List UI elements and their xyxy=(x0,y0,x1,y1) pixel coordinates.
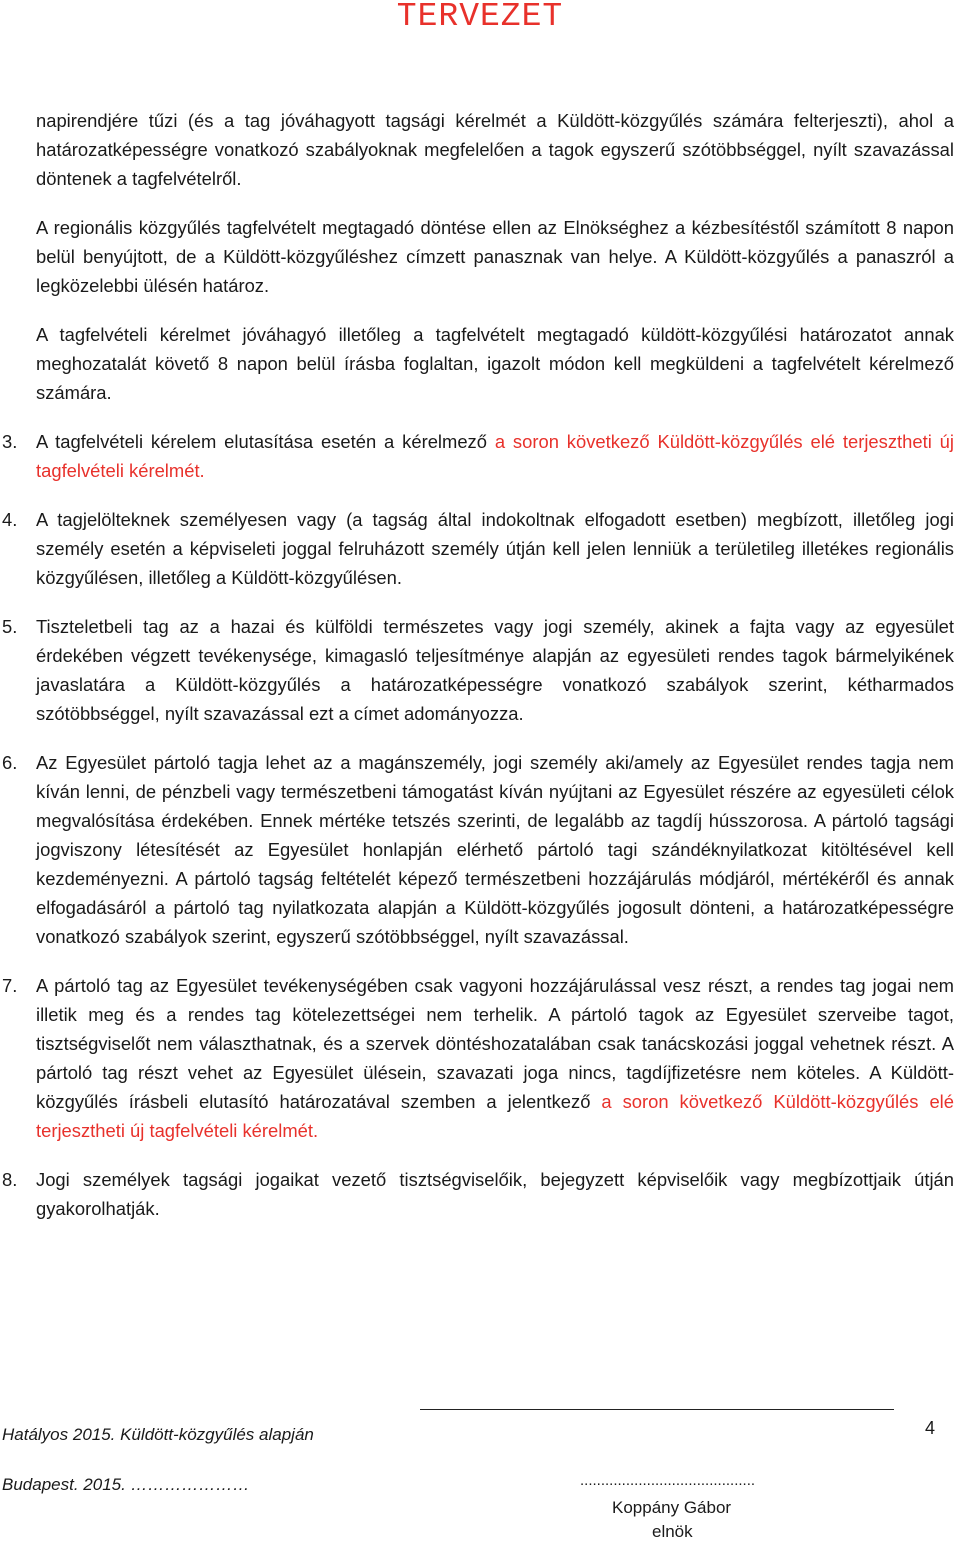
signatory-title: elnök xyxy=(652,1522,693,1541)
highlighted-text: a soron következő Küldött-közgyűlés elé terjesztheti új tagfelvételi kérelmét. xyxy=(36,431,954,481)
list-number: 6. xyxy=(2,752,18,773)
list-number: 5. xyxy=(2,616,18,637)
signature-date: Budapest. 2015. ………………… xyxy=(2,1475,250,1494)
footer-divider xyxy=(420,1409,894,1410)
paragraph-resolution: A tagfelvételi kérelmet jóváhagyó illetőleg a tagfelvételt megtagadó küldött-közgyűlési határozatot annak meghozatalát követő 8 napon belül írásba foglaltan, igazolt módon kell megküldeni a tagfelvételt kérelmező számára. xyxy=(36,324,954,403)
list-item-text: Az Egyesület pártoló tagja lehet az a magánszemély, jogi személy aki/amely az Egyesület rendes tagja nem kíván lenni, de pénzbeli vagy természetbeni támogatást kíván nyújtani az Egyesület részére az egyesületi célok megvalósítása érdekében. Ennek mértéke tetszés szerinti, de legalább az tagdíj hússzorosa. A pártoló tagsági jogviszony létesítését az Egyesület honlapján elérhető pártoló tagi szándéknyilatkozat kitöltésével kell kezdeményezni. A pártoló tagság feltételét képező természetbeni hozzájárulás módjáról, mértékéről és annak elfogadásáról a pártoló tag nyilatkozata alapján a Küldött-közgyűlés jogosult dönteni, a határozatképességre vonatkozó szabályok szerint, egyszerű szótöbbséggel, nyílt szavazással. xyxy=(36,752,954,947)
paragraph-appeal: A regionális közgyűlés tagfelvételt megtagadó döntése ellen az Elnökséghez a kézbesítéstől számított 8 napon belül benyújtott, de a Küldött-közgyűléshez címzett panasznak van helye. A Küldött-közgyűlés a panaszról a legközelebbi ülésén határoz. xyxy=(36,217,954,296)
list-item-4 xyxy=(2,505,954,592)
list-item-text: Jogi személyek tagsági jogaikat vezető tisztségviselőik, bejegyzett képviselőik vagy megbízottjaik útján gyakorolhatják. xyxy=(36,1169,954,1219)
list-item-body: A tagfelvételi kérelem elutasítása esetén a kérelmező xyxy=(36,431,495,452)
signatory-name: Koppány Gábor xyxy=(612,1498,732,1517)
list-item-7 xyxy=(2,971,954,1145)
list-item-3 xyxy=(2,427,954,485)
list-number: 4. xyxy=(2,509,18,530)
list-item-5 xyxy=(2,612,954,728)
signature-line: .......................................... xyxy=(580,1472,756,1489)
page-number: 4 xyxy=(925,1418,936,1438)
list-item-text: A tagjelölteknek személyesen vagy (a tagság által indokoltnak elfogadott esetben) megbízott, illetőleg jogi személy esetén a képviseleti joggal felruházott személy útján kell jelen lenniük a területileg illetékes regionális közgyűlésen, illetőleg a Küldött-közgyűlésen. xyxy=(36,509,954,588)
list-item-text: Tiszteletbeli tag az a hazai és külföldi természetes vagy jogi személy, akinek a fajta vagy az egyesület érdekében végzett tevékenysége, kimagasló teljesítménye alapján az egyesületi rendes tagok bármelyikének javaslatára a Küldött-közgyűlés a határozatképességre vonatkozó szabályok szerint, kétharmados szótöbbséggel, nyílt szavazással ezt a címet adományozza. xyxy=(36,616,954,724)
list-number: 7. xyxy=(2,975,18,996)
list-item-text xyxy=(36,427,954,485)
list-item-6 xyxy=(2,748,954,951)
list-item-body: A pártoló tag az Egyesület tevékenységében csak vagyoni hozzájárulással vesz részt, a rendes tag jogai nem illetik meg és a rendes tag kötelezettségei nem terhelik. A pártoló tagok az Egyesület szerveibe tagot, tisztségviselőt nem választhatnak, és a szervek döntéshozatalában csak tanácskozási joggal vehetnek részt. A pártoló tag részt vehet az Egyesület ülésein, szavazati joga nincs, tagdíjfizetésre nem köteles. A Küldött-közgyűlés írásbeli elutasító határozatával szemben a jelentkező xyxy=(36,975,954,1112)
footer-effective-note: Hatályos 2015. Küldött-közgyűlés alapján xyxy=(2,1425,314,1444)
draft-watermark: TERVEZET xyxy=(396,0,564,35)
list-number: 8. xyxy=(2,1169,18,1190)
list-item-8 xyxy=(2,1165,954,1223)
highlighted-text: a soron következő Küldött-közgyűlés elé terjesztheti új tagfelvételi kérelmét. xyxy=(36,1091,954,1141)
paragraph-continuation: napirendjére tűzi (és a tag jóváhagyott tagsági kérelmét a Küldött-közgyűlés számára felterjeszti), ahol a határozatképességre vonatkozó szabályoknak megfelelően a tagok egyszerű szótöbbséggel, nyílt szavazással döntenek a tagfelvételről. xyxy=(36,110,954,189)
list-item-text xyxy=(36,971,954,1145)
list-number: 3. xyxy=(2,431,18,452)
document-body xyxy=(2,106,954,1243)
